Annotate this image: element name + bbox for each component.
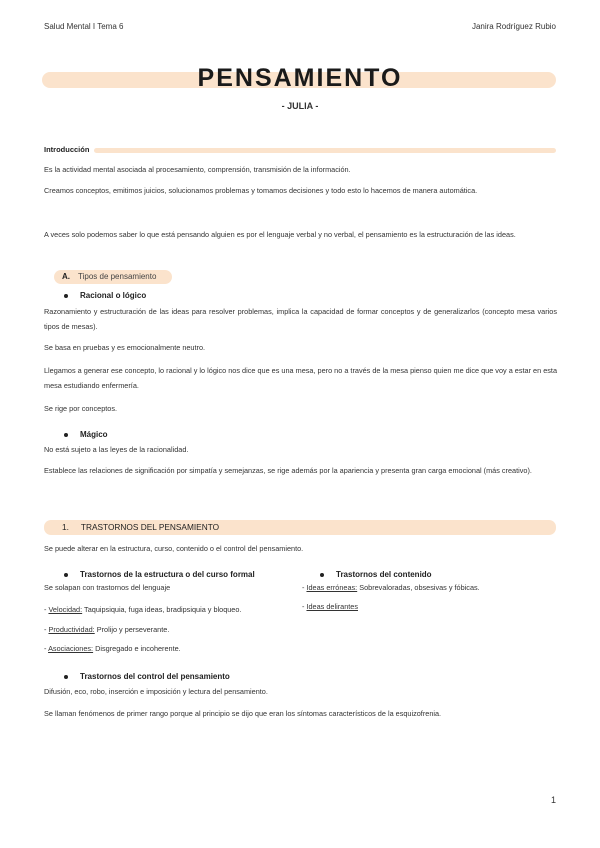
bullet-magico — [64, 430, 108, 439]
racional-paragraph-4: Se rige por conceptos. — [44, 404, 118, 413]
asociaciones-desc: Disgregado e incoherente. — [93, 644, 181, 653]
control-title: Trastornos del control del pensamiento — [80, 672, 230, 681]
control-paragraph-1: Difusión, eco, robo, inserción e imposición y lectura del pensamiento. — [44, 687, 268, 696]
productividad-term: Productividad: — [48, 625, 95, 634]
bullet-contenido — [320, 570, 432, 579]
velocidad-desc: Taquipsiquia, fuga ideas, bradipsiquia y bloqueo. — [82, 605, 242, 614]
delirantes-term: Ideas delirantes — [306, 602, 358, 611]
bullet-racional — [64, 291, 146, 300]
estructura-item-productividad: - Productividad: Prolijo y perseverante. — [44, 625, 170, 634]
estructura-title: Trastornos de la estructura o del curso formal — [80, 570, 255, 579]
bullet-estructura — [64, 570, 255, 579]
section-a-heading — [54, 270, 172, 284]
contenido-title: Trastornos del contenido — [336, 570, 432, 579]
bullet-dot-icon — [64, 675, 68, 679]
asociaciones-term: Asociaciones: — [48, 644, 94, 653]
erroneas-term: Ideas erróneas: — [306, 583, 358, 592]
racional-paragraph-3: Llegamos a generar ese concepto, lo racional y lo lógico nos dice que es una mesa, pero no a través de la mesa pienso quien me dice que voy a estar en esta mesa estudiando enfermería. — [44, 366, 557, 390]
magico-title: Mágico — [80, 430, 108, 439]
page-number: 1 — [550, 795, 556, 805]
section-a-letter: A. — [62, 272, 70, 281]
productividad-desc: Prolijo y perseverante. — [94, 625, 170, 634]
racional-paragraph-2: Se basa en pruebas y es emocionalmente neutro. — [44, 343, 206, 352]
erroneas-desc: Sobrevaloradas, obsesivas y fóbicas. — [357, 583, 480, 592]
intro-paragraph-3: A veces solo podemos saber lo que está pensando alguien es por el lenguaje verbal y no verbal, el pensamiento es la estructuración de las ideas. — [44, 230, 516, 239]
racional-paragraph-1: Razonamiento y estructuración de las ideas para resolver problemas, implica la capacidad de formar conceptos y de generalizarlos (concepto mesa varios tipos de mesas). — [44, 307, 557, 331]
section-a-label: Tipos de pensamiento — [78, 272, 157, 281]
section-1-intro: Se puede alterar en la estructura, curso, contenido o el control del pensamiento. — [44, 544, 304, 553]
intro-label: Introducción — [44, 145, 90, 154]
header-right: Janira Rodríguez Rubio — [471, 22, 556, 31]
racional-title: Racional o lógico — [80, 291, 147, 300]
bullet-dot-icon — [64, 294, 68, 298]
intro-highlight-line — [94, 148, 556, 153]
page-title: PENSAMIENTO — [197, 64, 403, 92]
page-subtitle: - JULIA - — [281, 101, 319, 111]
section-1-label: TRASTORNOS DEL PENSAMIENTO — [80, 522, 220, 532]
bullet-control — [64, 672, 230, 681]
control-paragraph-2: Se llaman fenómenos de primer rango porque al principio se dijo que eran los síntomas característicos de la esquizofrenia. — [44, 709, 442, 718]
bullet-dot-icon — [320, 573, 324, 577]
intro-paragraph-1: Es la actividad mental asociada al procesamiento, comprensión, transmisión de la información. — [44, 165, 351, 174]
section-1-heading — [44, 520, 556, 535]
magico-paragraph-2: Establece las relaciones de significación por simpatía y semejanzas, se rige además por la apariencia y presenta gran carga emocional (más creativo). — [44, 466, 532, 475]
intro-paragraph-2: Creamos conceptos, emitimos juicios, solucionamos problemas y tomamos decisiones y todo esto lo hacemos de manera automática. — [44, 186, 478, 195]
bullet-dot-icon — [64, 433, 68, 437]
contenido-item-delirantes: - Ideas delirantes — [302, 602, 358, 611]
estructura-item-asociaciones: - Asociaciones: Disgregado e incoherente. — [44, 644, 181, 653]
bullet-dot-icon — [64, 573, 68, 577]
magico-paragraph-1: No está sujeto a las leyes de la racionalidad. — [44, 445, 189, 454]
contenido-item-erroneas: - Ideas erróneas: Sobrevaloradas, obsesivas y fóbicas. — [302, 583, 480, 592]
velocidad-term: Velocidad: — [48, 605, 83, 614]
header-left: Salud Mental I Tema 6 — [44, 22, 124, 31]
estructura-item-velocidad: - Velocidad: Taquipsiquia, fuga ideas, bradipsiquia y bloqueo. — [44, 605, 242, 614]
estructura-sub: Se solapan con trastornos del lenguaje — [44, 583, 171, 592]
section-1-number: 1. — [62, 522, 69, 532]
